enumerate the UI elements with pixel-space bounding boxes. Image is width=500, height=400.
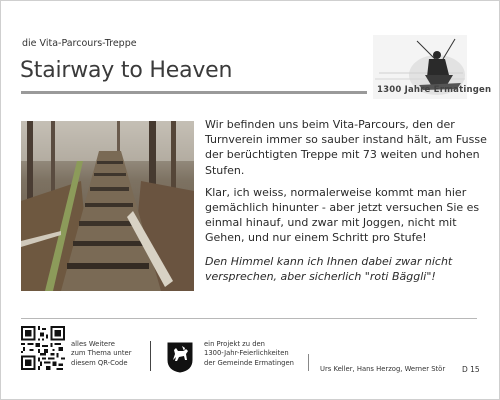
page-subtitle: die Vita-Parcours-Treppe	[22, 38, 137, 49]
ermatingen-crest-icon	[167, 342, 193, 373]
qr-caption-line: zum Thema unter	[71, 349, 132, 358]
qr-caption-line: diesem QR-Code	[71, 358, 128, 367]
stairway-photo	[21, 121, 194, 291]
footer-separator	[308, 354, 309, 371]
qr-caption-line: alles Weitere	[71, 340, 115, 348]
footer-separator	[150, 341, 151, 371]
body-text	[205, 117, 487, 291]
authors: Urs Keller, Hans Herzog, Werner Stör	[320, 365, 446, 373]
qr-code-icon[interactable]	[21, 326, 65, 370]
page-code: D 15	[462, 365, 480, 374]
paragraph-1: Wir befinden uns beim Vita-Parcours, den der Turnverein immer so sauber instand hält, am Fusse der berüchtigten Treppe mit 73 weiten und hohen Stufen.	[205, 118, 487, 177]
project-caption-line: ein Projekt zu den	[204, 340, 265, 348]
footer-divider	[21, 318, 477, 319]
page-title: Stairway to Heaven	[20, 58, 233, 83]
project-caption	[204, 340, 294, 368]
project-caption-line: der Gemeinde Ermatingen	[204, 358, 294, 367]
logo-caption: 1300 Jahre Ermatingen	[377, 85, 492, 95]
qr-caption	[71, 340, 132, 368]
paragraph-2: Klar, ich weiss, normalerweise kommt man hier gemächlich hinunter - aber jetzt versuchen Sie es einmal hinauf, und zwar mit Joggen, nicht mit Gehen, und nur einem Schritt pro Stufe!	[205, 185, 480, 245]
quote-paragraph: Den Himmel kann ich Ihnen dabei zwar nicht versprechen, aber sicherlich "roti Bäggli"!	[205, 254, 453, 283]
title-underline	[21, 91, 367, 94]
project-caption-line: 1300-Jahr-Feierlichkeiten	[204, 349, 289, 358]
